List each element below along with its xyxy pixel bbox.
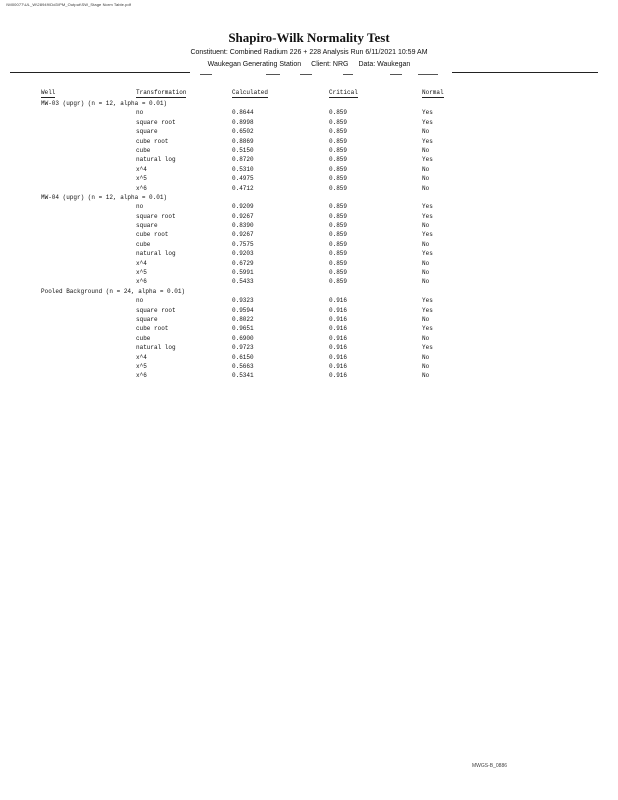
critical-cell: 0.916 [329, 297, 348, 305]
normal-cell: No [422, 278, 430, 286]
header-rule-left [10, 72, 190, 73]
transformation-cell: cube [136, 146, 151, 154]
column-header-transformation: Transformation [136, 89, 187, 96]
transformation-cell: cube root [136, 325, 169, 333]
table-row [0, 297, 618, 306]
normal-cell: No [422, 175, 430, 183]
page-title: Shapiro-Wilk Normality Test [228, 30, 390, 45]
transformation-cell: square [136, 128, 158, 136]
transformation-cell: natural log [136, 250, 176, 258]
normal-cell: Yes [422, 212, 433, 220]
critical-cell: 0.916 [329, 353, 348, 361]
transformation-cell: x^4 [136, 165, 147, 173]
table-row [0, 372, 618, 381]
calculated-cell: 0.8390 [232, 222, 254, 230]
table-row [0, 203, 618, 212]
normal-cell: Yes [422, 156, 433, 164]
transformation-cell: natural log [136, 344, 176, 352]
table-row [0, 109, 618, 118]
transformation-cell: x^4 [136, 259, 147, 267]
normal-cell: No [422, 128, 430, 136]
subtitle-line-1: Constituent: Combined Radium 226 + 228 Analysis Run 6/11/2021 10:59 AM [190, 49, 428, 56]
column-header-critical: Critical [329, 89, 358, 96]
calculated-cell: 0.4975 [232, 175, 254, 183]
table-row [0, 175, 618, 184]
normal-cell: No [422, 259, 430, 267]
well-group-label: MW-04 (upgr) (n = 12, alpha = 0.01) [41, 193, 168, 201]
critical-cell: 0.859 [329, 203, 348, 211]
normal-cell: No [422, 146, 430, 154]
calculated-cell: 0.5310 [232, 165, 254, 173]
transformation-cell: cube [136, 334, 151, 342]
well-group-header [0, 100, 618, 109]
calculated-cell: 0.5991 [232, 269, 254, 277]
table-row [0, 269, 618, 278]
table-row [0, 260, 618, 269]
calculated-cell: 0.6900 [232, 334, 254, 342]
transformation-cell: x^4 [136, 353, 147, 361]
normal-cell: No [422, 315, 430, 323]
transformation-cell: cube root [136, 137, 169, 145]
table-row [0, 119, 618, 128]
calculated-cell: 0.5341 [232, 372, 254, 380]
table-row [0, 128, 618, 137]
calculated-cell: 0.6150 [232, 353, 254, 361]
critical-cell: 0.859 [329, 118, 348, 126]
transformation-cell: no [136, 297, 144, 305]
transformation-cell: x^5 [136, 175, 147, 183]
critical-cell: 0.859 [329, 156, 348, 164]
critical-cell: 0.859 [329, 278, 348, 286]
header-rule-dash [390, 74, 402, 75]
critical-cell: 0.916 [329, 362, 348, 370]
transformation-cell: natural log [136, 156, 176, 164]
table-row [0, 222, 618, 231]
client-name: Client: NRG [311, 61, 349, 68]
header-rule-dash [266, 74, 280, 75]
normal-cell: Yes [422, 109, 433, 117]
transformation-cell: square [136, 315, 158, 323]
calculated-cell: 0.5150 [232, 146, 254, 154]
transformation-cell: square root [136, 118, 176, 126]
subtitle-line-2 [0, 61, 618, 68]
critical-cell: 0.916 [329, 315, 348, 323]
normal-cell: No [422, 240, 430, 248]
critical-cell: 0.859 [329, 212, 348, 220]
normal-cell: Yes [422, 137, 433, 145]
calculated-cell: 0.8720 [232, 156, 254, 164]
table-row [0, 231, 618, 240]
table-row [0, 335, 618, 344]
table-row [0, 307, 618, 316]
calculated-cell: 0.9267 [232, 231, 254, 239]
table-row [0, 185, 618, 194]
page-stamp: MWGS-B_0886 [472, 763, 508, 769]
normal-cell: Yes [422, 250, 433, 258]
transformation-cell: x^5 [136, 362, 147, 370]
transformation-cell: x^6 [136, 278, 147, 286]
normal-cell: No [422, 269, 430, 277]
well-group-header [0, 194, 618, 203]
critical-cell: 0.859 [329, 175, 348, 183]
critical-cell: 0.859 [329, 231, 348, 239]
column-header-well: Well [41, 89, 56, 96]
well-group-header [0, 288, 618, 297]
transformation-cell: cube [136, 240, 151, 248]
calculated-cell: 0.5663 [232, 362, 254, 370]
critical-cell: 0.859 [329, 259, 348, 267]
critical-cell: 0.859 [329, 109, 348, 117]
transformation-cell: no [136, 203, 144, 211]
normal-cell: Yes [422, 118, 433, 126]
normal-cell: No [422, 184, 430, 192]
critical-cell: 0.916 [329, 344, 348, 352]
table-row [0, 138, 618, 147]
normal-cell: Yes [422, 306, 433, 314]
table-row [0, 278, 618, 287]
header-rule-dash [300, 74, 312, 75]
table-row [0, 325, 618, 334]
normal-cell: No [422, 353, 430, 361]
critical-cell: 0.859 [329, 128, 348, 136]
critical-cell: 0.916 [329, 325, 348, 333]
table-row [0, 147, 618, 156]
calculated-cell: 0.6502 [232, 128, 254, 136]
transformation-cell: x^6 [136, 184, 147, 192]
calculated-cell: 0.9594 [232, 306, 254, 314]
transformation-cell: square root [136, 212, 176, 220]
transformation-cell: x^5 [136, 269, 147, 277]
calculated-cell: 0.9209 [232, 203, 254, 211]
critical-cell: 0.859 [329, 137, 348, 145]
critical-cell: 0.859 [329, 165, 348, 173]
critical-cell: 0.859 [329, 250, 348, 258]
table-row [0, 363, 618, 372]
calculated-cell: 0.5433 [232, 278, 254, 286]
calculated-cell: 0.9267 [232, 212, 254, 220]
transformation-cell: square root [136, 306, 176, 314]
transformation-cell: no [136, 109, 144, 117]
calculated-cell: 0.8869 [232, 137, 254, 145]
results-table [0, 100, 618, 382]
normal-cell: No [422, 222, 430, 230]
table-row [0, 156, 618, 165]
table-row [0, 354, 618, 363]
calculated-cell: 0.8644 [232, 109, 254, 117]
transformation-cell: x^6 [136, 372, 147, 380]
data-source: Data: Waukegan [358, 61, 411, 68]
transformation-cell: square [136, 222, 158, 230]
normal-cell: No [422, 165, 430, 173]
critical-cell: 0.859 [329, 222, 348, 230]
critical-cell: 0.916 [329, 306, 348, 314]
table-row [0, 241, 618, 250]
table-row [0, 316, 618, 325]
critical-cell: 0.916 [329, 334, 348, 342]
calculated-cell: 0.6729 [232, 259, 254, 267]
calculated-cell: 0.4712 [232, 184, 254, 192]
column-header-calculated: Calculated [232, 89, 269, 96]
header-rule-dash [343, 74, 353, 75]
normal-cell: Yes [422, 344, 433, 352]
critical-cell: 0.859 [329, 184, 348, 192]
header-rule-dash [418, 74, 438, 75]
critical-cell: 0.859 [329, 240, 348, 248]
normal-cell: Yes [422, 325, 433, 333]
calculated-cell: 0.8022 [232, 315, 254, 323]
normal-cell: No [422, 334, 430, 342]
critical-cell: 0.859 [329, 269, 348, 277]
calculated-cell: 0.9203 [232, 250, 254, 258]
normal-cell: No [422, 362, 430, 370]
transformation-cell: cube root [136, 231, 169, 239]
table-row [0, 166, 618, 175]
well-group-label: MW-03 (upgr) (n = 12, alpha = 0.01) [41, 100, 168, 107]
calculated-cell: 0.9323 [232, 297, 254, 305]
normal-cell: Yes [422, 297, 433, 305]
table-row [0, 213, 618, 222]
site-name: Waukegan Generating Station [207, 61, 302, 68]
column-header-normal: Normal [422, 89, 444, 96]
normal-cell: Yes [422, 203, 433, 211]
calculated-cell: 0.9651 [232, 325, 254, 333]
header-rule-right [452, 72, 598, 73]
calculated-cell: 0.8998 [232, 118, 254, 126]
normal-cell: Yes [422, 231, 433, 239]
well-group-label: Pooled Background (n = 24, alpha = 0.01) [41, 287, 186, 295]
file-path-header: \\M00077\UL_W\28949\Dd3\PM_Output\SW_Stage Norm Table.pdf [6, 2, 132, 7]
calculated-cell: 0.9723 [232, 344, 254, 352]
header-rule-dash [200, 74, 212, 75]
critical-cell: 0.859 [329, 146, 348, 154]
normal-cell: No [422, 372, 430, 380]
table-row [0, 344, 618, 353]
table-row [0, 250, 618, 259]
critical-cell: 0.916 [329, 372, 348, 380]
calculated-cell: 0.7575 [232, 240, 254, 248]
